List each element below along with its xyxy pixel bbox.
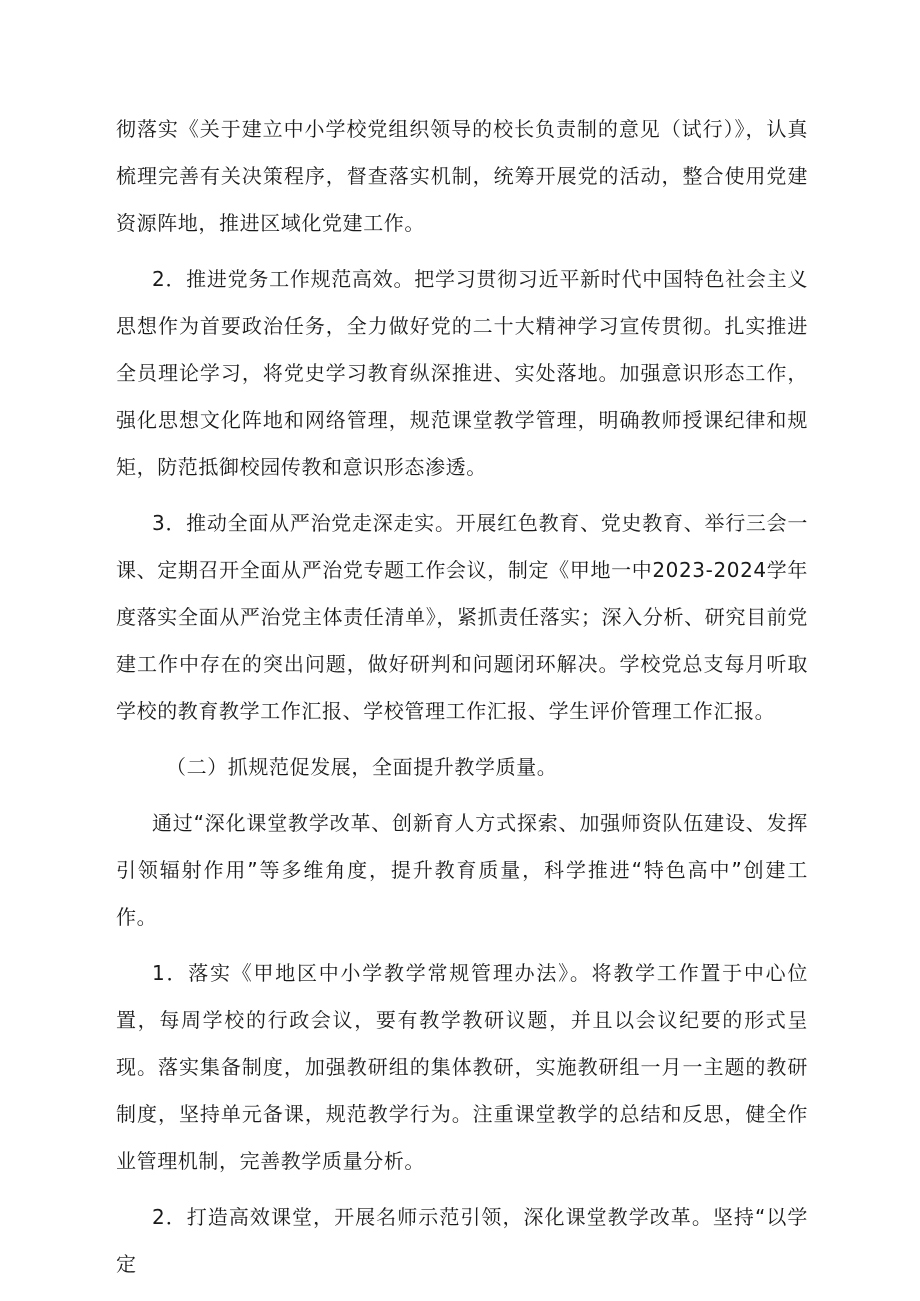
paragraph-item-3: 3．推动全面从严治党走深走实。开展红色教育、党史教育、举行三会一课、定期召开全面从严治党专题工作会议，制定《甲地一中2023-2024学年度落实全面从严治党主体责任清单》，紧抓责任落实；深入分析、研究目前党建工作中存在的突出问题，做好研判和问题闭环解决。学校党总支每月听取学校的教育教学工作汇报、学校管理工作汇报、学生评价管理工作汇报。 [116, 511, 808, 723]
section-heading: （二）抓规范促发展，全面提升教学质量。 [166, 755, 558, 779]
document-body [116, 106, 808, 1288]
paragraph-item-1: 1．落实《甲地区中小学教学常规管理办法》。将教学工作置于中心位置，每周学校的行政会议，要有教学教研议题，并且以会议纪要的形式呈现。落实集备制度，加强教研组的集体教研，实施教研组一月一主题的教研制度，坚持单元备课，规范教学行为。注重课堂教学的总结和反思，健全作业管理机制，完善教学质量分析。 [116, 961, 808, 1173]
paragraph-continuation: 彻落实《关于建立中小学校党组织领导的校长负责制的意见（试行）》，认真梳理完善有关决策程序，督查落实机制，统筹开展党的活动，整合使用党建资源阵地，推进区域化党建工作。 [116, 117, 808, 235]
paragraph-item-2: 2．推进党务工作规范高效。把学习贯彻习近平新时代中国特色社会主义思想作为首要政治任务，全力做好党的二十大精神学习宣传贯彻。扎实推进全员理论学习，将党史学习教育纵深推进、实处落地。加强意识形态工作，强化思想文化阵地和网络管理，规范课堂教学管理，明确教师授课纪律和规矩，防范抵御校园传教和意识形态渗透。 [116, 267, 808, 479]
paragraph-intro: 通过“深化课堂教学改革、创新育人方式探索、加强师资队伍建设、发挥引领辐射作用”等多维角度，提升教育质量，科学推进“特色高中”创建工作。 [116, 811, 808, 929]
paragraph-item-2-b: 2．打造高效课堂，开展名师示范引领，深化课堂教学改革。坚持“以学定 [116, 1205, 808, 1276]
